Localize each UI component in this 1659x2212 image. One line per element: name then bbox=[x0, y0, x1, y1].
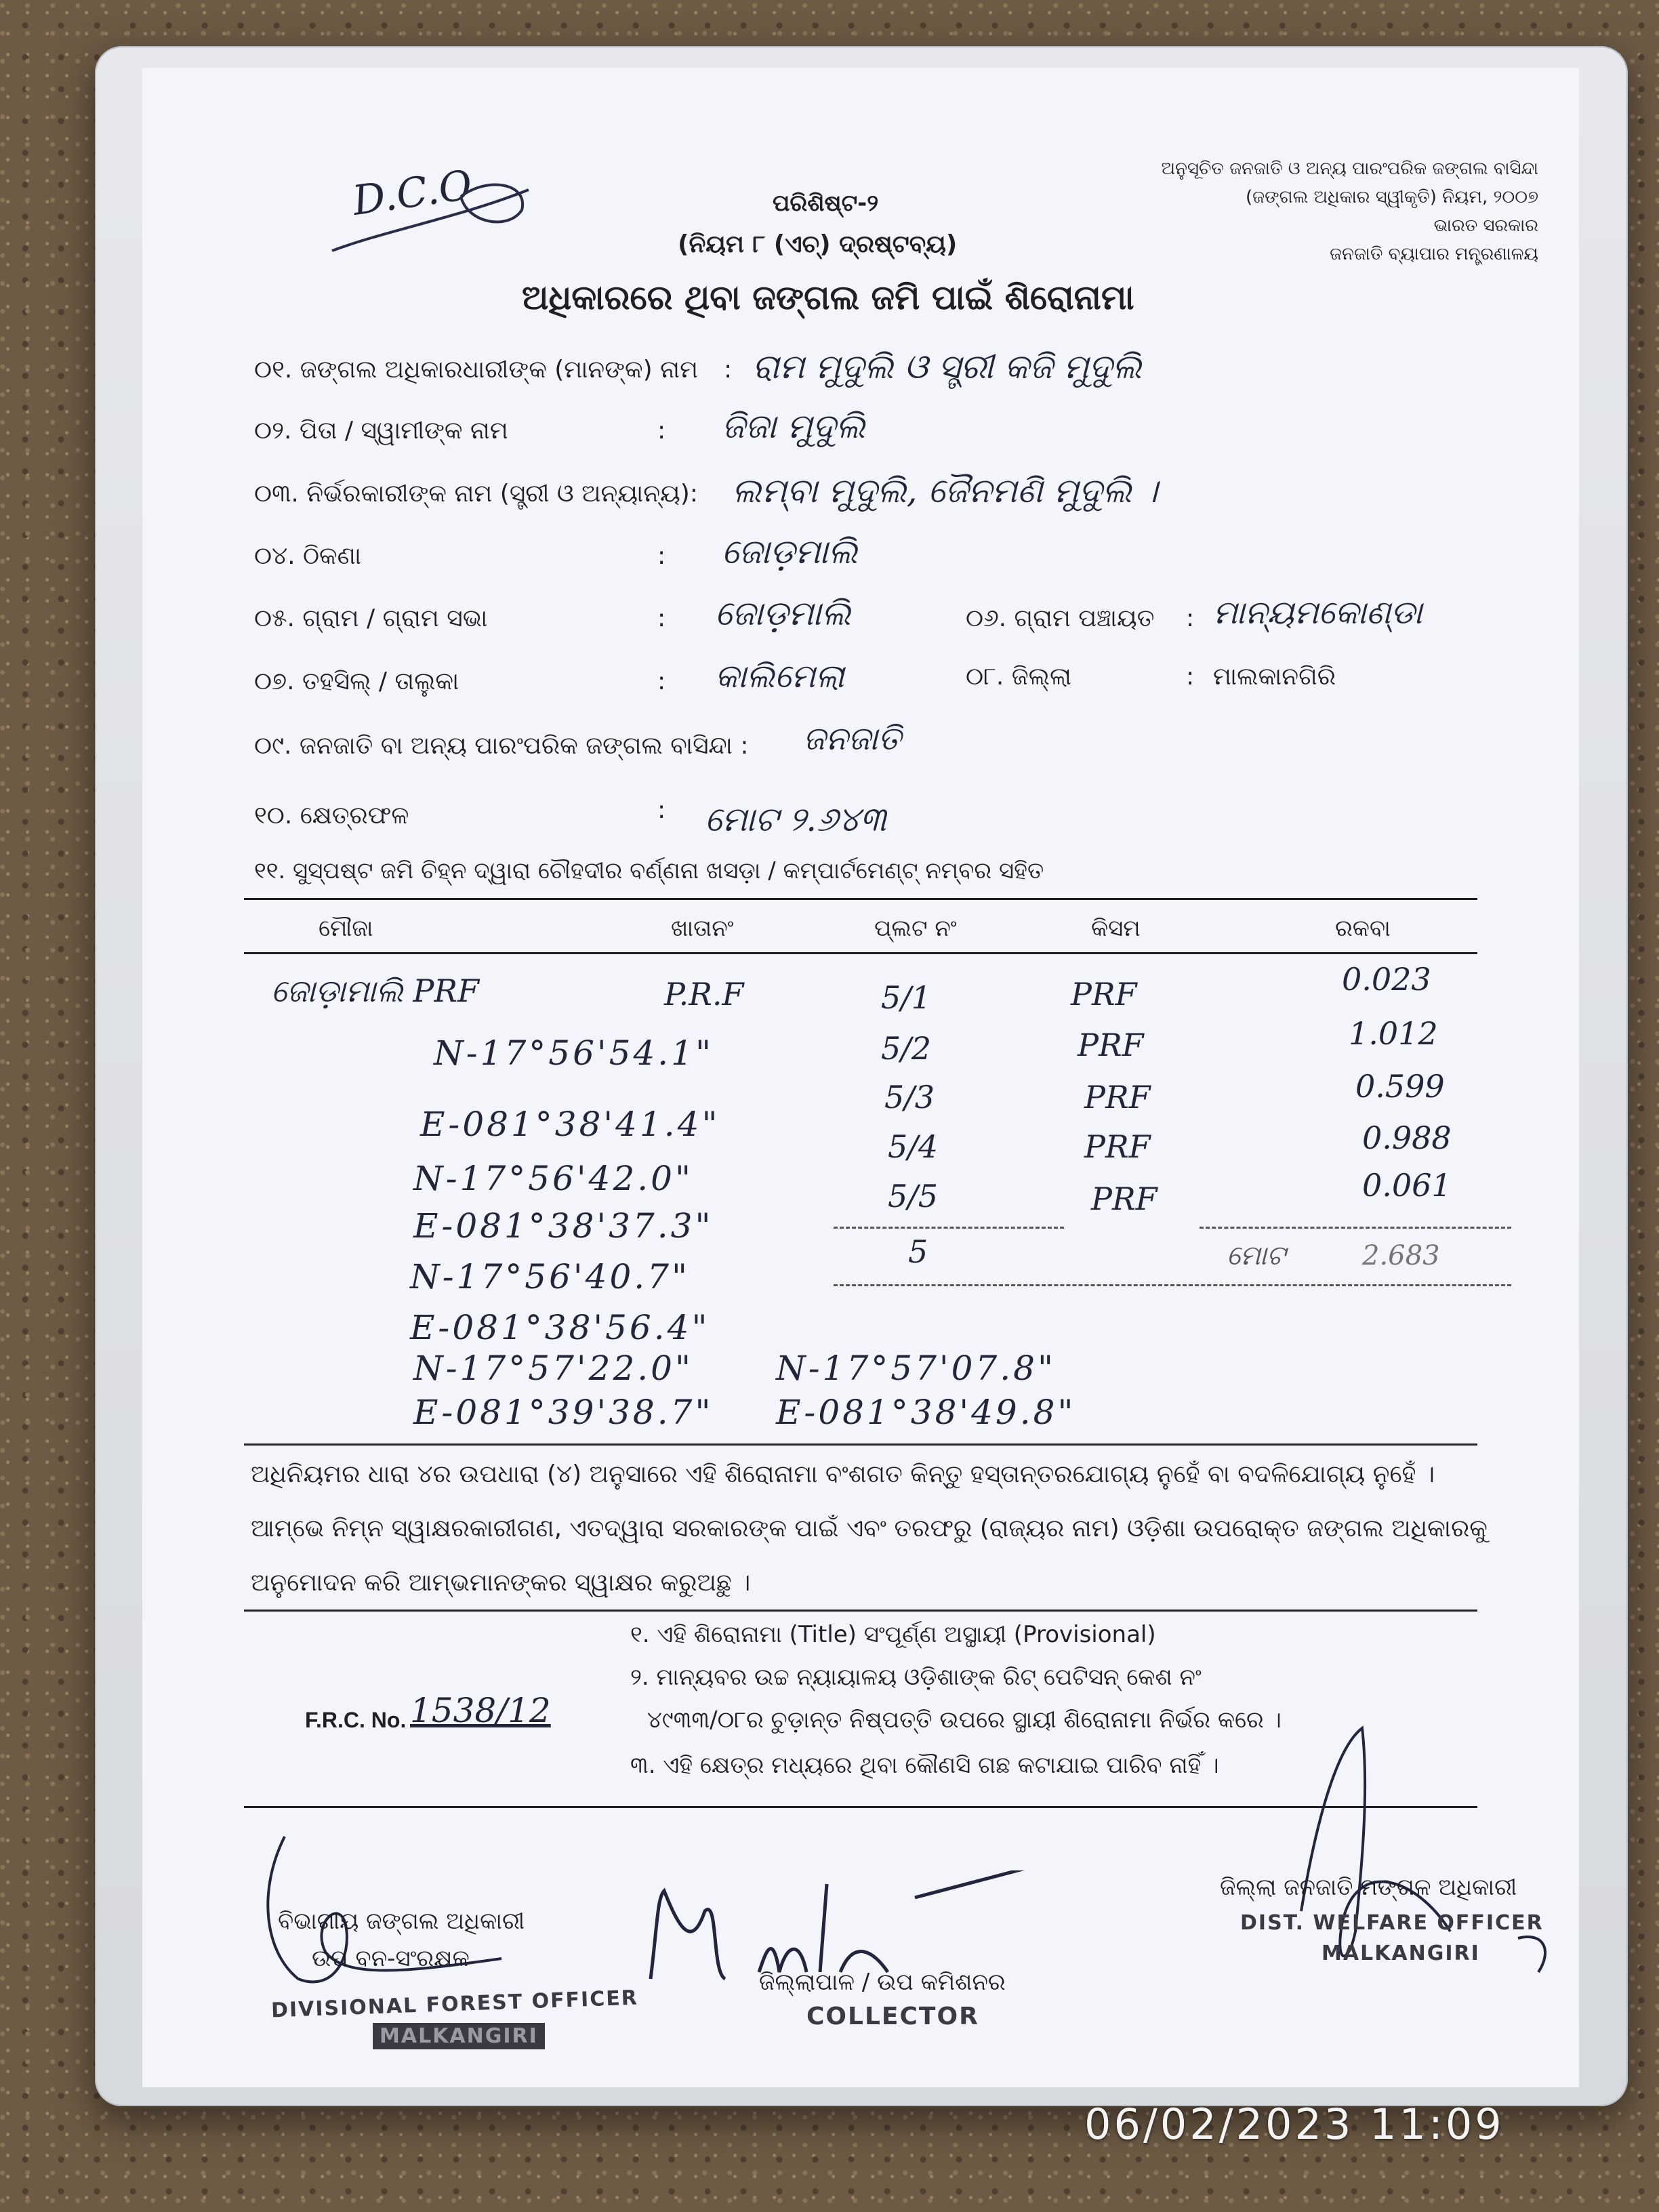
issuing-authority-block bbox=[1162, 155, 1538, 268]
notes-top-rule bbox=[244, 1610, 1477, 1612]
table-row-kisam: PRF bbox=[1091, 1181, 1158, 1217]
page-title: ଅଧିକାରରେ ଥିବା ଜଙ୍ଗଲ ଜମି ପାଇଁ ଶିରୋନାମା bbox=[522, 278, 1134, 317]
table-header-mouza: ମୌଜା bbox=[319, 915, 373, 942]
dfo-stamp: DIVISIONAL FOREST OFFICER bbox=[270, 1986, 639, 2023]
field-08-label: ୦୮. ଜିଲ୍ଲା bbox=[966, 663, 1071, 691]
table-row-kisam: PRF bbox=[1071, 976, 1137, 1012]
note-line: ୩. ଏହି କ୍ଷେତ୍ର ମଧ୍ୟରେ ଥିବା କୌଣସି ଗଛ କଟାଯାଇ ପାରିବ ନାହିଁ । bbox=[630, 1752, 1219, 1779]
coordinate-line: E-081°38'37.3" bbox=[413, 1206, 714, 1246]
dfo-stamp-district: MALKANGIRI bbox=[373, 2023, 545, 2049]
dfo-subtitle: ଉପ ବନ-ସଂରକ୍ଷକ bbox=[312, 1945, 470, 1972]
table-top-rule bbox=[244, 898, 1477, 900]
photo-timestamp: 06/02/2023 11:09 bbox=[1084, 2100, 1504, 2149]
field-11-label: ୧୧. ସୁସ୍ପଷ୍ଟ ଜମି ଚିହ୍ନ ଦ୍ୱାରା ଚୌହଦୀର ବର୍ଣ୍ଣନା ଖସଡ଼ା / କମ୍ପାର୍ଟମେଣ୍ଟ୍ ନମ୍ବର ସହିତ bbox=[254, 857, 1044, 884]
table-header-rule bbox=[244, 952, 1477, 954]
table-total-rakba: 2.683 bbox=[1362, 1240, 1440, 1271]
table-header-rakba: ରକବା bbox=[1335, 915, 1391, 942]
field-01-colon: : bbox=[724, 356, 733, 384]
coordinate-line: N-17°56'42.0" bbox=[413, 1159, 693, 1198]
frc-number-value: 1538/12 bbox=[410, 1691, 551, 1730]
table-row-plot: 5/3 bbox=[884, 1079, 935, 1115]
table-row-kisam: PRF bbox=[1084, 1079, 1151, 1115]
field-01-value: ରାମ ମୁଦୁଲି ଓ ସ୍ତ୍ରୀ କଜି ମୁଦୁଲି bbox=[752, 347, 1142, 386]
field-06-label: ୦୬. ଗ୍ରାମ ପଞ୍ଚାୟତ bbox=[966, 605, 1155, 632]
table-total-rule-left bbox=[834, 1227, 1064, 1231]
table-header-kisam: କିସମ bbox=[1091, 915, 1141, 942]
field-07-colon: : bbox=[657, 668, 666, 695]
table-row-rakba: 0.061 bbox=[1362, 1167, 1452, 1204]
field-10-colon: : bbox=[657, 796, 666, 824]
corner-scribble-icon bbox=[325, 176, 542, 264]
declaration-line: ଅଧିନିୟମର ଧାରା ୪ର ଉପଧାରା (୪) ଅନୁସାରେ ଏହି ଶିରୋନାମା ବଂଶଗତ କିନ୍ତୁ ହସ୍ତାନ୍ତରଯୋଗ୍ୟ ନୁହେଁ ବା ବଦଳିଯୋଗ୍ୟ ନୁହେଁ । bbox=[251, 1460, 1435, 1488]
field-04-label: ୦୪. ଠିକଣା bbox=[254, 542, 362, 570]
table-row-plot: 5/4 bbox=[888, 1128, 939, 1165]
act-year: (ଜଙ୍ଗଲ ଅଧିକାର ସ୍ୱୀକୃତି) ନିୟମ, ୨୦୦୭ bbox=[1246, 187, 1538, 207]
coordinate-line: N-17°57'22.0" bbox=[413, 1349, 693, 1388]
field-10-value: ମୋଟ ୨.୬୪୩ bbox=[705, 800, 886, 839]
table-total-bottom-rule bbox=[834, 1284, 1511, 1288]
table-row-plot: 5/1 bbox=[881, 979, 932, 1016]
welfare-officer-title: ଜିଲ୍ଲା ଜନଜାତି ମଙ୍ଗଳ ଅଧିକାରୀ bbox=[1220, 1874, 1517, 1901]
welfare-officer-stamp: DIST. WELFARE OFFICER bbox=[1240, 1911, 1544, 1935]
table-row-plot: 5/2 bbox=[881, 1030, 932, 1067]
field-08-value: ମାଲକାନଗିରି bbox=[1213, 663, 1336, 691]
note-line: ୧. ଏହି ଶିରୋନାମା (Title) ସଂପୂର୍ଣ୍ଣ ଅସ୍ଥାୟୀ (Provisional) bbox=[630, 1621, 1156, 1648]
field-09-value: ଜନଜାତି bbox=[803, 720, 901, 758]
dfo-title: ବିଭାଗୀୟ ଜଙ୍ଗଲ ଅଧିକାରୀ bbox=[278, 1908, 525, 1935]
declaration-line: ଅନୁମୋଦନ କରି ଆମ୍ଭମାନଙ୍କର ସ୍ୱାକ୍ଷର କରୁଅଛୁ । bbox=[251, 1569, 751, 1597]
declaration-top-rule bbox=[244, 1443, 1477, 1446]
table-total-plots: 5 bbox=[908, 1233, 928, 1270]
field-09-label: ୦୯. ଜନଜାତି ବା ଅନ୍ୟ ପାରଂପରିକ ଜଙ୍ଗଲ ବାସିନ୍ଦା : bbox=[254, 732, 749, 760]
field-02-value: ଜିଜା ମୁଦୁଲି bbox=[722, 407, 865, 446]
table-row-rakba: 0.599 bbox=[1355, 1068, 1445, 1105]
field-02-label: ୦୨. ପିତା / ସ୍ୱାମୀଙ୍କ ନାମ bbox=[254, 417, 508, 445]
field-06-value: ମାନ୍ୟମକୋଣ୍ଡା bbox=[1213, 594, 1422, 632]
frc-number-label: F.R.C. No. bbox=[305, 1708, 407, 1732]
coordinate-line: E-081°39'38.7" bbox=[413, 1393, 714, 1432]
table-row-rakba: 1.012 bbox=[1349, 1015, 1438, 1052]
note-line: ୨. ମାନ୍ୟବର ଉଚ୍ଚ ନ୍ୟାୟାଳୟ ଓଡ଼ିଶାଙ୍କ ରିଟ୍ ପେଟିସନ୍ କେଶ ନଂ bbox=[630, 1664, 1202, 1691]
government-name: ଭାରତ ସରକାର bbox=[1433, 216, 1538, 236]
coordinate-line-right: N-17°57'07.8" bbox=[776, 1349, 1056, 1388]
coordinate-line-right: E-081°38'49.8" bbox=[776, 1393, 1076, 1432]
coordinate-line: N-17°56'54.1" bbox=[434, 1033, 714, 1073]
collector-stamp: COLLECTOR bbox=[806, 2003, 979, 2030]
coordinate-line: E-081°38'41.4" bbox=[420, 1105, 720, 1144]
appendix-label: ପରିଶିଷ୍ଟ-୨ bbox=[773, 190, 879, 217]
coordinate-line: N-17°56'40.7" bbox=[410, 1257, 690, 1296]
collector-title: ଜିଲ୍ଲାପାଳ / ଉପ କମିଶନର bbox=[759, 1969, 1006, 1996]
table-total-label: ମୋଟ bbox=[1227, 1240, 1286, 1271]
field-06-colon: : bbox=[1186, 605, 1195, 632]
table-row-kisam: PRF bbox=[1084, 1128, 1151, 1165]
field-03-label: ୦୩. ନିର୍ଭରକାରୀଙ୍କ ନାମ (ସ୍ତ୍ରୀ ଓ ଅନ୍ୟାନ୍ୟ): bbox=[254, 480, 698, 508]
table-row-rakba: 0.023 bbox=[1342, 961, 1431, 998]
field-04-colon: : bbox=[657, 542, 666, 570]
title-deed-document bbox=[142, 68, 1579, 2087]
table-header-khata: ଖାତାନଂ bbox=[671, 915, 734, 942]
field-08-colon: : bbox=[1186, 663, 1195, 691]
declaration-line: ଆମ୍ଭେ ନିମ୍ନ ସ୍ୱାକ୍ଷରକାରୀଗଣ, ଏତଦ୍ୱାରା ସରକାରଙ୍କ ପାଇଁ ଏବଂ ତରଫରୁ (ରାଜ୍ୟର ନାମ) ଓଡ଼ିଶା ଉପରୋକ୍ତ ଜଙ୍ଗଲ ଅଧିକାରକୁ bbox=[251, 1515, 1488, 1542]
table-total-rule-right bbox=[1200, 1227, 1511, 1231]
table-mouza-value: ଜୋଡ଼ାମାଲି PRF bbox=[271, 972, 479, 1009]
table-row-kisam: PRF bbox=[1078, 1027, 1144, 1063]
field-05-value: ଜୋଡ଼ମାଲି bbox=[715, 594, 851, 633]
handwritten-corner-note: D.C.O bbox=[349, 161, 476, 225]
field-04-value: ଜୋଡ଼ମାଲି bbox=[722, 532, 858, 571]
ministry-name: ଜନଜାତି ବ୍ୟାପାର ମନ୍ତ୍ରଣାଳୟ bbox=[1330, 244, 1538, 264]
field-10-label: ୧୦. କ୍ଷେତ୍ରଫଳ bbox=[254, 802, 409, 830]
field-07-value: କାଲିମେଲା bbox=[715, 657, 844, 695]
table-header-plot: ପ୍ଲଟ ନଂ bbox=[874, 915, 957, 942]
act-name: ଅନୁସୂଚିତ ଜନଜାତି ଓ ଅନ୍ୟ ପାରଂପରିକ ଜଙ୍ଗଲ ବାସିନ୍ଦା bbox=[1161, 159, 1538, 179]
table-khata-value: P.R.F bbox=[664, 976, 744, 1012]
field-05-colon: : bbox=[657, 605, 666, 632]
rule-reference: (ନିୟମ ୮ (ଏଚ୍) ଦ୍ରଷ୍ଟବ୍ୟ) bbox=[678, 230, 958, 258]
note-line: ୪୯୩୩/୦୮ର ଚୁଡ଼ାନ୍ତ ନିଷ୍ପତ୍ତି ଉପରେ ସ୍ଥାୟୀ ଶିରୋନାମା ନିର୍ଭର କରେ । bbox=[647, 1706, 1282, 1734]
welfare-officer-stamp-district: MALKANGIRI bbox=[1322, 1942, 1480, 1965]
field-02-colon: : bbox=[657, 417, 666, 445]
table-row-plot: 5/5 bbox=[888, 1178, 939, 1214]
field-05-label: ୦୫. ଗ୍ରାମ / ଗ୍ରାମ ସଭା bbox=[254, 605, 488, 632]
field-03-value: ଲମ୍ବା ମୁଦୁଲି, ଜୈନମଣି ମୁଦୁଲି । bbox=[732, 471, 1158, 510]
table-row-rakba: 0.988 bbox=[1362, 1120, 1452, 1156]
field-01-label: ୦୧. ଜଙ୍ଗଲ ଅଧିକାରଧାରୀଙ୍କ (ମାନଙ୍କ) ନାମ bbox=[254, 356, 699, 384]
field-07-label: ୦୭. ତହସିଲ୍ / ତାଲୁକା bbox=[254, 668, 459, 695]
coordinate-line: E-081°38'56.4" bbox=[410, 1308, 710, 1347]
